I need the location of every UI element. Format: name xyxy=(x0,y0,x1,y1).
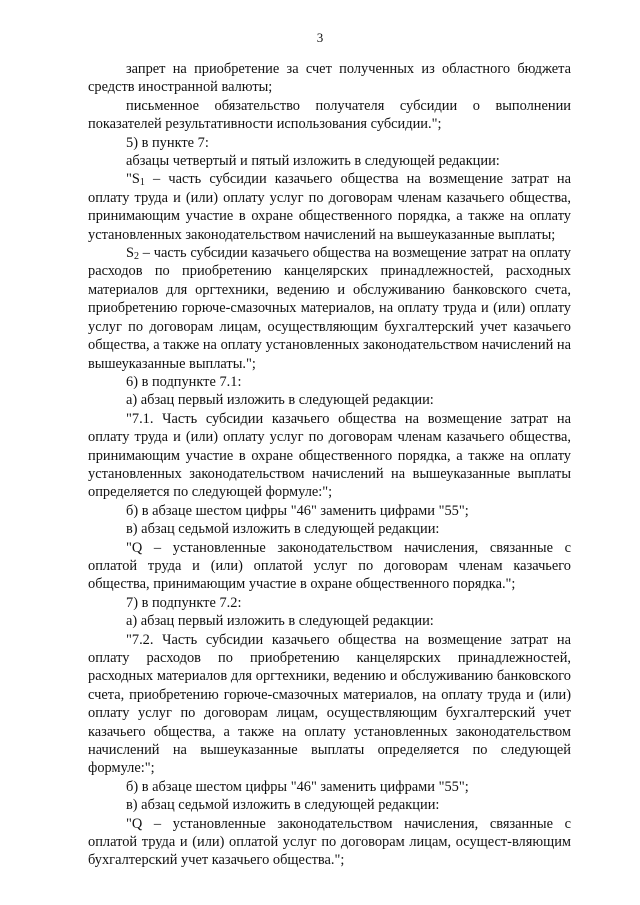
s1-text: – часть субсидии казачьего общества на возмещение затрат на оплату труда и (или) оплату услуг по договорам членам казачьего общества, принимающим участие в охране общественного порядка, а также на оплату установленных законодательством начислений на вышеуказанные выплаты; xyxy=(88,171,571,243)
paragraph: а) абзац первый изложить в следующей редакции: xyxy=(126,392,434,409)
paragraph: "7.2. Часть субсидии казачьего общества на возмещение затрат на оплату расходов по приобретению канцелярских принадлежностей, расходных материалов для оргтехники, ведению и обслуживанию банковского счета, приобретению горюче-смазочных материалов, на оплату труда и (или) оплату услуг по договорам лицам, осуществляющим бухгалтерский учет казачьего общества, а также на оплату установленных законодательством начислений на вышеуказанные выплаты определяется по следующей формуле:"; xyxy=(88,631,571,777)
paragraph-s2-definition xyxy=(88,244,571,373)
paragraph: запрет на приобретение за счет полученных из областного бюджета средств иностранной валюты; xyxy=(88,61,571,96)
paragraph: б) в абзаце шестом цифры "46" заменить цифрами "55"; xyxy=(126,502,469,519)
paragraph: 7) в подпункте 7.2: xyxy=(126,594,242,611)
paragraph: "Q – установленные законодательством начисления, связанные с оплатой труда и (или) оплатой услуг по договорам членам казачьего общества, принимающим участие в охране общественного порядка."; xyxy=(88,539,571,593)
paragraph: 5) в пункте 7: xyxy=(126,134,209,151)
paragraph: "7.1. Часть субсидии казачьего общества на возмещение затрат на оплату труда и (или) оплату услуг по договорам членам казачьего общества, принимающим участие в охране общественного порядка, а также на оплату установленных законодательством начислений на вышеуказанные выплаты определяется по следующей формуле:"; xyxy=(88,410,571,501)
paragraph: письменное обязательство получателя субсидии о выполнении показателей результативности использования субсидии."; xyxy=(88,97,571,133)
s2-symbol: $S_2$ xyxy=(126,245,140,263)
document-body xyxy=(88,60,571,870)
paragraph: абзацы четвертый и пятый изложить в следующей редакции: xyxy=(126,153,500,170)
s1-symbol: "$S_1$ xyxy=(126,171,145,189)
paragraph: в) абзац седьмой изложить в следующей редакции: xyxy=(126,521,440,538)
paragraph: а) абзац первый изложить в следующей редакции: xyxy=(126,613,434,630)
s2-text: – часть субсидии казачьего общества на возмещение затрат на оплату расходов по приобретению канцелярских принадлежностей, расходных материалов для оргтехники, ведению и обслуживанию банковского счета, приобретению горюче-смазочных материалов, на оплату труда и (или) оплату услуг по договорам лицам, осуществляющим бухгалтерский учет казачьего общества, а также на оплату установленных законодательством начислений на вышеуказанные выплаты."; xyxy=(88,245,571,372)
paragraph: 6) в подпункте 7.1: xyxy=(126,373,242,390)
paragraph: в) абзац седьмой изложить в следующей редакции: xyxy=(126,797,440,814)
paragraph: б) в абзаце шестом цифры "46" заменить цифрами "55"; xyxy=(126,778,469,795)
paragraph-s1-definition xyxy=(88,170,571,244)
page-number: 3 xyxy=(316,30,324,45)
paragraph: "Q – установленные законодательством начисления, связанные с оплатой труда и (или) оплатой услуг по договорам лицам, осущест-вляющим бухгалтерский учет казачьего общества."; xyxy=(88,815,571,869)
